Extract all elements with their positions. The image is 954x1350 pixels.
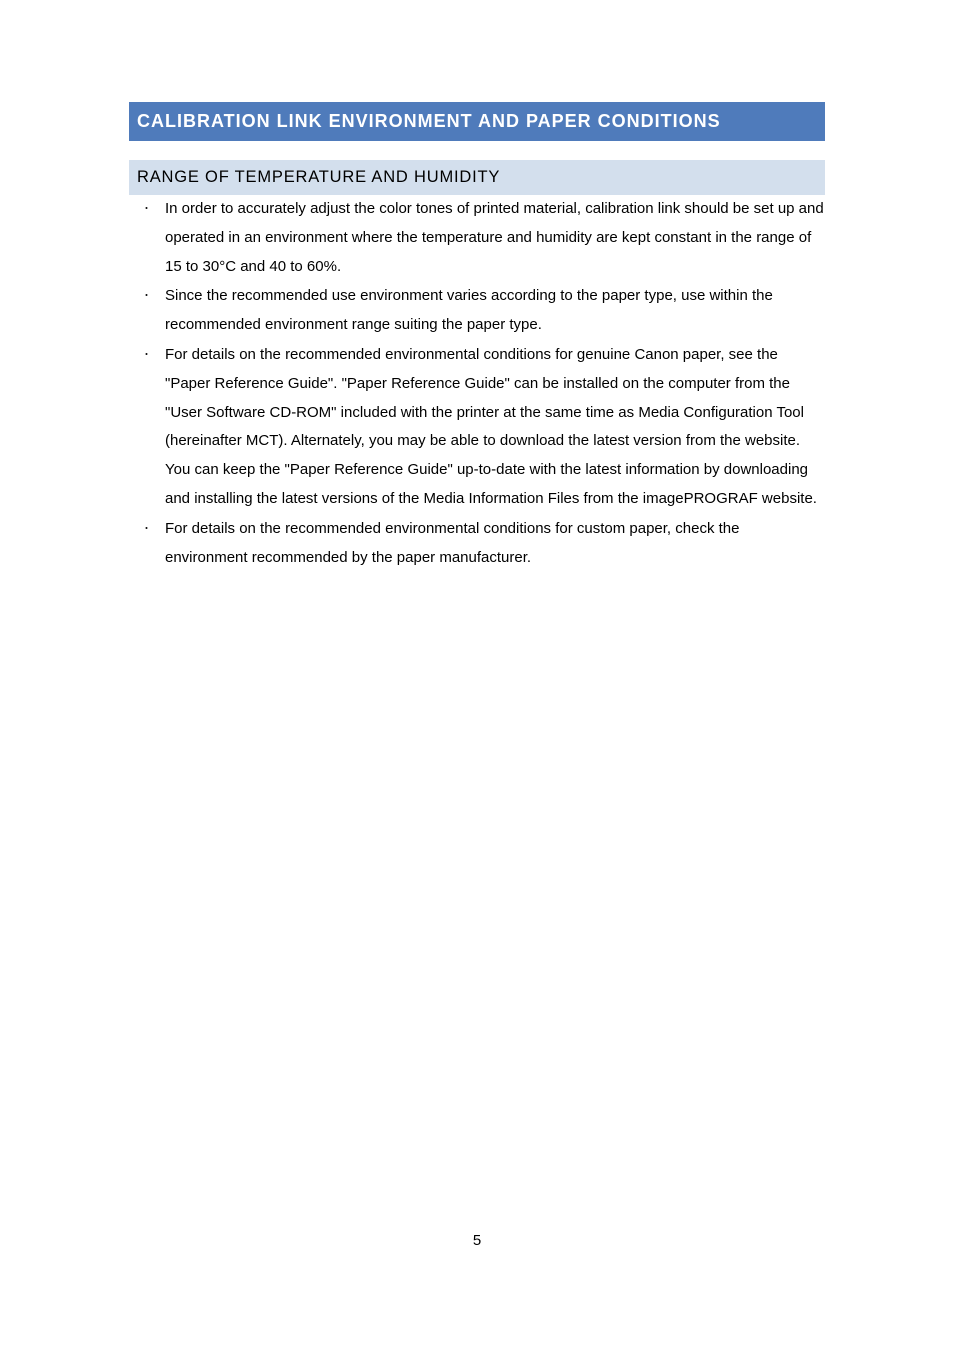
section-heading: CALIBRATION LINK ENVIRONMENT AND PAPER CONDITIONS	[129, 102, 825, 141]
list-item	[129, 515, 825, 573]
list-item	[129, 341, 825, 514]
bullet-text: In order to accurately adjust the color tones of printed material, calibration link should be set up and operated in an environment where the temperature and humidity are kept constant in the range of 15 to 30°C and 40 to 60%.	[165, 200, 824, 275]
list-item	[129, 195, 825, 281]
bullet-icon: ・	[141, 203, 152, 215]
bullet-text: For details on the recommended environmental conditions for genuine Canon paper, see the "Paper Reference Guide". "Paper Reference Guide" can be installed on the computer from the "User Software CD-ROM" included with the printer at the same time as Media Configuration Tool (hereinafter MCT). Alternately, you may be able to download the latest version from the website. You can keep the "Paper Reference Guide" up-to-date with the latest information by downloading and installing the latest versions of the Media Information Files from the imagePROGRAF website.	[165, 345, 817, 507]
bullet-icon: ・	[141, 290, 152, 303]
bullet-icon: ・	[141, 522, 152, 535]
subsection-heading: RANGE OF TEMPERATURE AND HUMIDITY	[129, 160, 825, 195]
bullet-text: For details on the recommended environmental conditions for custom paper, check the environment recommended by the paper manufacturer.	[165, 519, 740, 566]
list-item	[129, 282, 825, 340]
bullet-list	[129, 195, 825, 573]
page-number: 5	[472, 1232, 482, 1249]
bullet-icon: ・	[141, 348, 152, 361]
bullet-text: Since the recommended use environment varies according to the paper type, use within the recommended environment range suiting the paper type.	[165, 287, 773, 334]
